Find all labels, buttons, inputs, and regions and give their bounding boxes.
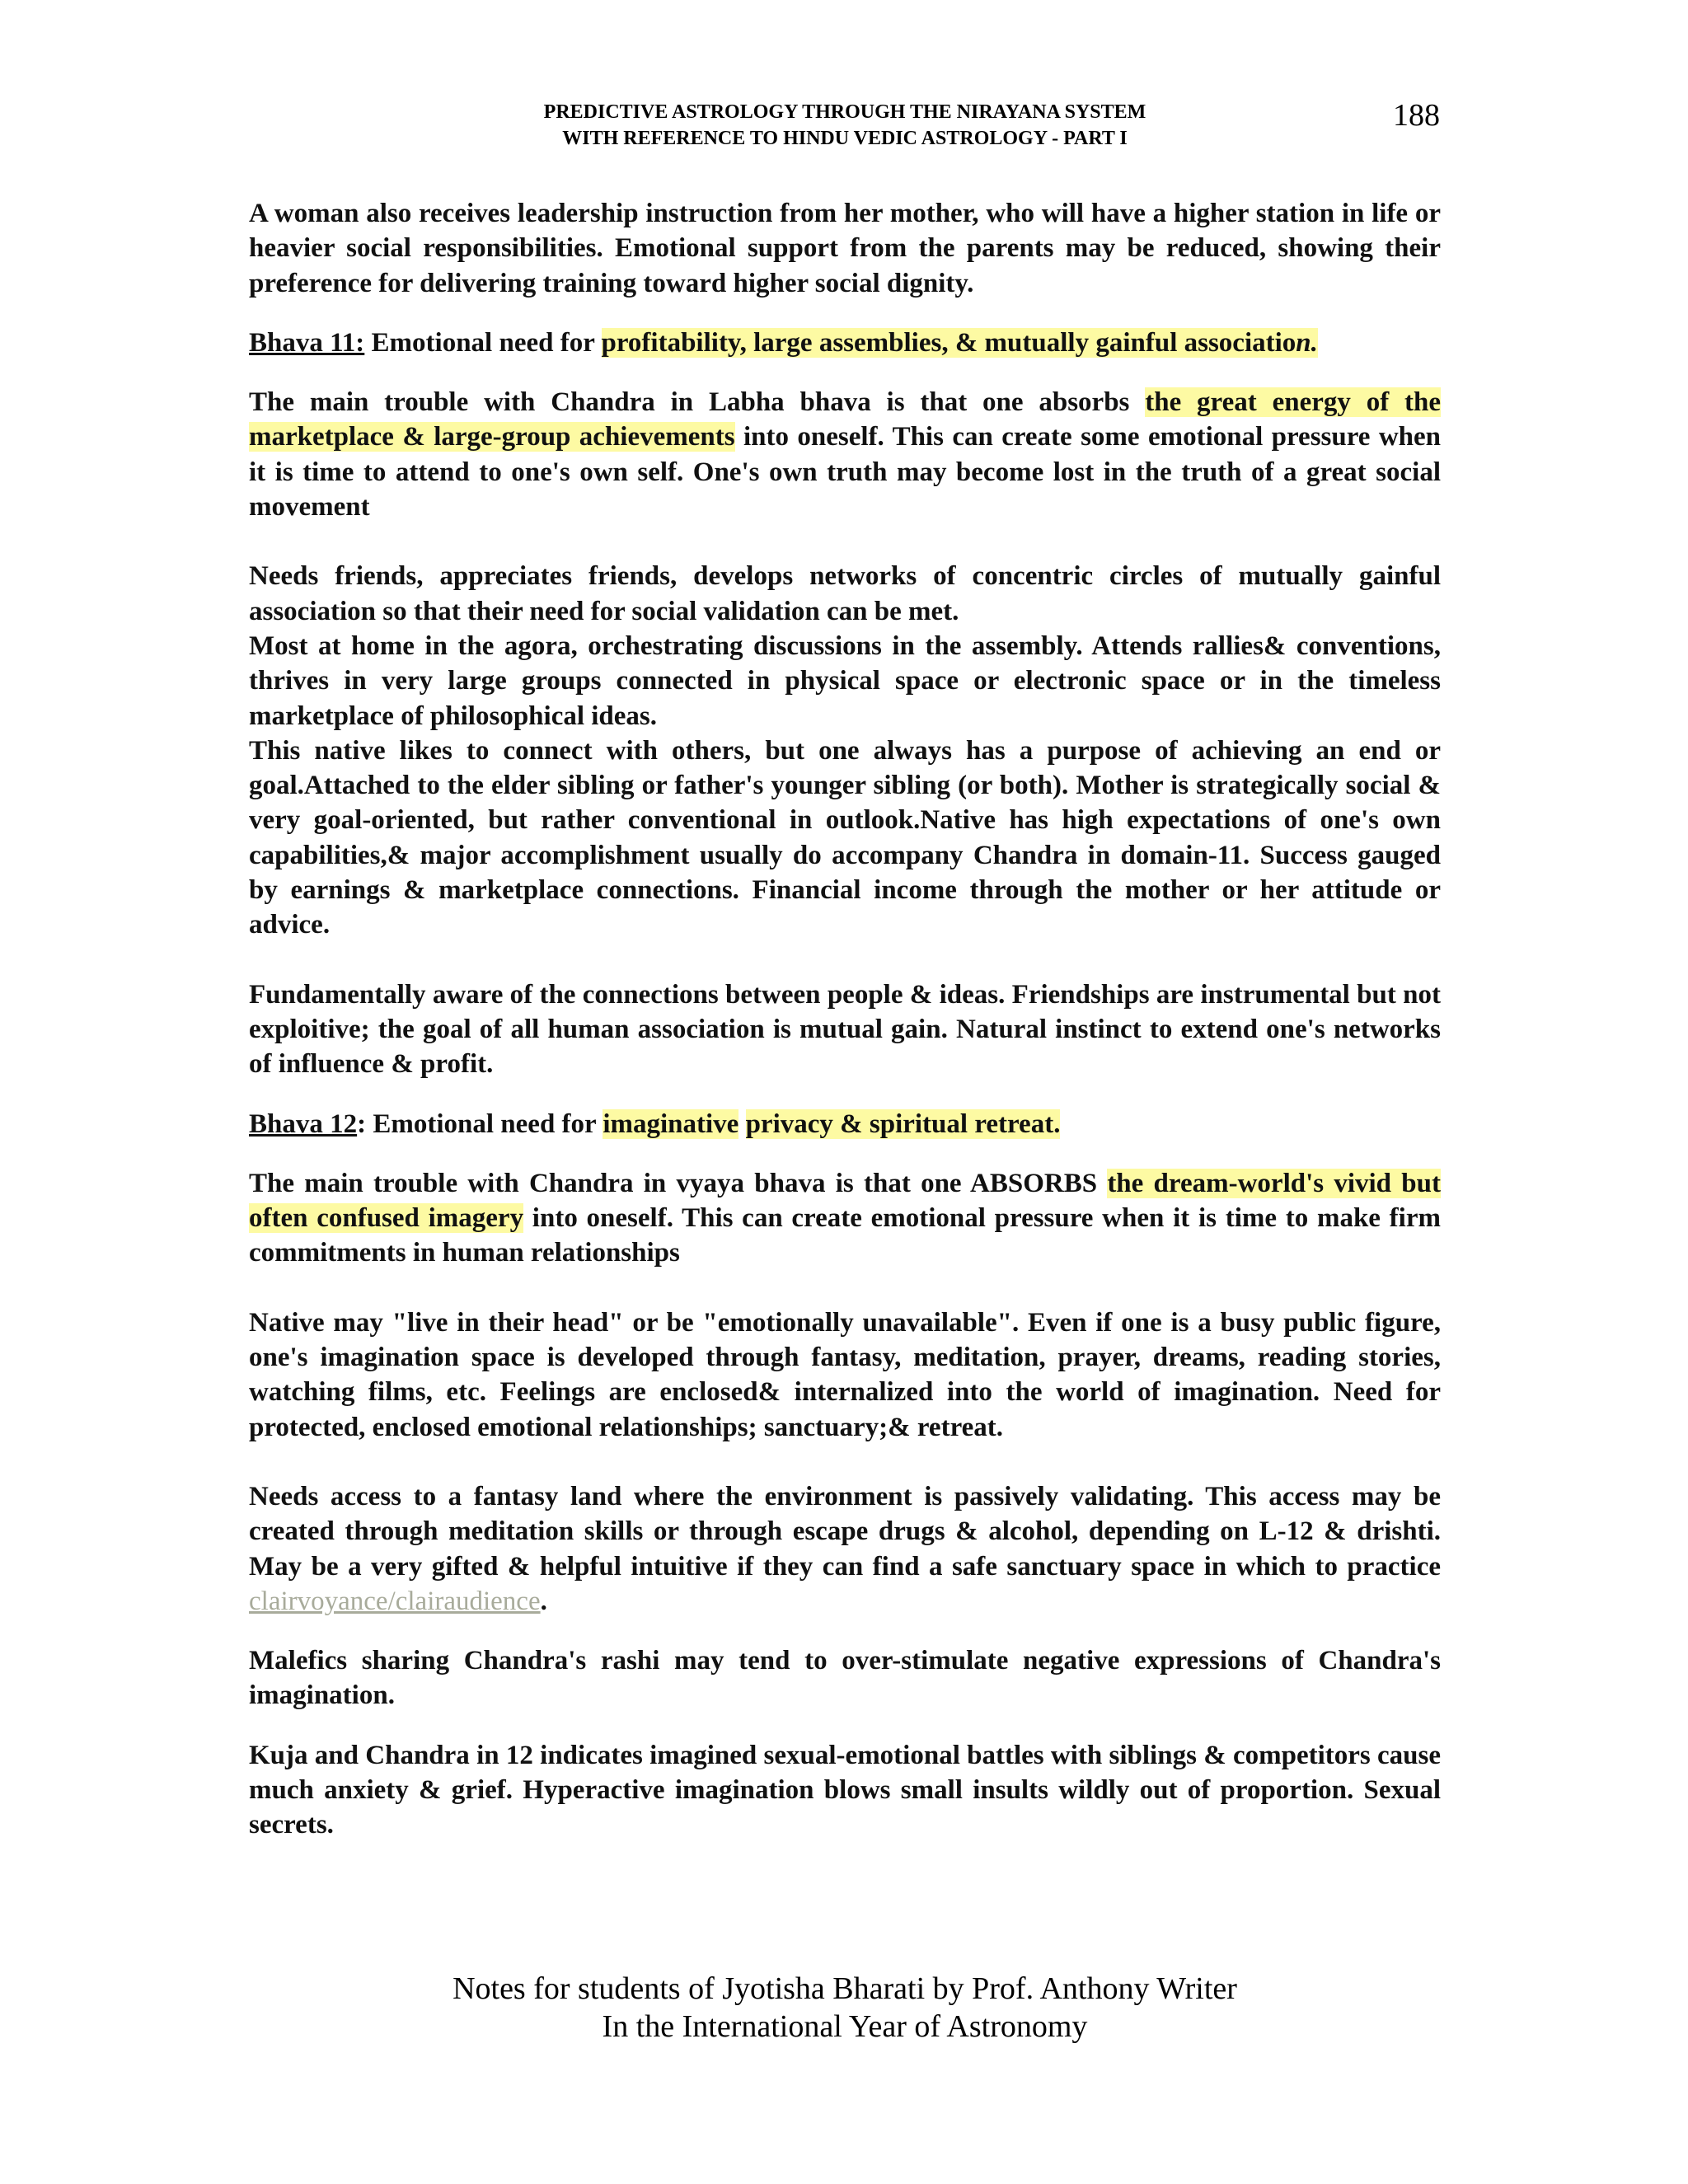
paragraph-mother-leadership: A woman also receives leadership instruction from her mother, who will have a higher station in life or heavier social responsibilities. Emotional support from the parents may be reduced, showing their preference for delivering training toward higher social dignity.: [249, 199, 1441, 298]
paragraph-agora: Most at home in the agora, orchestrating discussions in the assembly. Attends rallies& conventions, thrives in very large groups connected in physical space or electronic space or in the timeless marketplace of philosophical ideas.: [249, 630, 1441, 731]
paragraph-connect-with-others: This native likes to connect with others, but one always has a purpose of achieving an end or goal.Attached to the elder sibling or father's younger sibling (or both). Mother is strategically social & very goal-oriented, but rather conventional in outlook.Native has high expectations of one's own capabilities,& major accomplishment usually do accompany Chandra in domain-11. Success gauged by earnings & marketplace connections. Financial income through the mother or her attitude or advice.: [249, 735, 1441, 940]
paragraph-labha-bhava: [249, 385, 1441, 524]
paragraph-kuja-chandra: Kuja and Chandra in 12 indicates imagined sexual-emotional battles with siblings & competitors cause much anxiety & grief. Hyperactive imagination blows small insults wildly out of proportion. Sexual secrets.: [249, 1740, 1441, 1840]
bhava-11-highlight: profitability, large assemblies, & mutually gainful associatio: [601, 327, 1296, 358]
page-footer: [249, 1970, 1441, 2046]
bhava-12-text: : Emotional need for: [357, 1108, 603, 1139]
fantasy-land-period: .: [540, 1586, 547, 1616]
bhava-12-heading: [249, 1107, 1441, 1141]
bhava-11-heading: [249, 326, 1441, 360]
paragraph-malefics: Malefics sharing Chandra's rashi may tend to over-stimulate negative expressions of Chandra's imagination.: [249, 1646, 1441, 1711]
running-header: [249, 99, 1441, 152]
body-text: [249, 196, 1441, 1843]
paragraph-fantasy-land: [249, 1479, 1441, 1619]
bhava-12-label: Bhava 12: [249, 1108, 358, 1139]
fantasy-land-text: Needs access to a fantasy land where the environment is passively validating. This access may be created through meditation skills or through escape drugs & alcohol, depending on L-12 & drishti. May be a very gifted & helpful intuitive if they can find a safe sanctuary space in which to practice: [249, 1481, 1441, 1582]
labha-bhava-text-start: The main trouble with Chandra in Labha bhava is that one absorbs: [249, 387, 1146, 418]
labha-bhava-text-end: into oneself. This can create some emotional pressure when it is time to attend to one's own self. One's own truth may become lost in the truth of a great social movement: [249, 422, 1442, 523]
bhava-11-text: Emotional need for: [364, 327, 602, 358]
bhava-11-label: Bhava 11:: [249, 327, 365, 358]
paragraph-fundamentally-aware: Fundamentally aware of the connections between people & ideas. Friendships are instrumental but not exploitive; the goal of all human association is mutual gain. Natural instinct to extend one's networks of influence & profit.: [249, 979, 1441, 1080]
footer-line-1: Notes for students of Jyotisha Bharati by Prof. Anthony Writer: [452, 1971, 1237, 2006]
vyaya-bhava-text-end: into oneself. This can create emotional pressure when it is time to make firm commitments in human relationships: [249, 1203, 1441, 1268]
paragraph-needs-friends: Needs friends, appreciates friends, develops networks of concentric circles of mutually gainful association so that their need for social validation can be met.: [249, 561, 1441, 626]
bhava-12-highlight-privacy: privacy & spiritual retreat.: [745, 1108, 1061, 1139]
clairvoyance-link[interactable]: clairvoyance/clairaudience: [249, 1586, 541, 1616]
labha-bhava-highlight: the great energy of the marketplace & large-group achievements: [249, 387, 1441, 452]
footer-line-2: In the International Year of Astronomy: [602, 2009, 1088, 2044]
vyaya-bhava-highlight: the dream-world's vivid but often confused imagery: [249, 1168, 1441, 1234]
header-title-line-2: WITH REFERENCE TO HINDU VEDIC ASTROLOGY - PART I: [562, 128, 1128, 149]
paragraph-live-in-head: Native may "live in their head" or be "emotionally unavailable". Even if one is a busy public figure, one's imagination space is developed through fantasy, meditation, prayer, dreams, reading stories, watching films, etc. Feelings are enclosed& internalized into the world of imagination. Need for protected, enclosed emotional relationships; sanctuary;& retreat.: [249, 1307, 1441, 1442]
paragraph-vyaya-bhava: [249, 1166, 1441, 1271]
vyaya-bhava-text-start: The main trouble with Chandra in vyaya bhava is that one ABSORBS: [249, 1168, 1108, 1198]
page-number: 188: [1393, 98, 1440, 133]
header-title-line-1: PREDICTIVE ASTROLOGY THROUGH THE NIRAYANA SYSTEM: [543, 101, 1146, 123]
bhava-12-highlight-imaginative: imaginative: [603, 1108, 739, 1139]
bhava-11-highlight-end: n.: [1296, 327, 1318, 358]
